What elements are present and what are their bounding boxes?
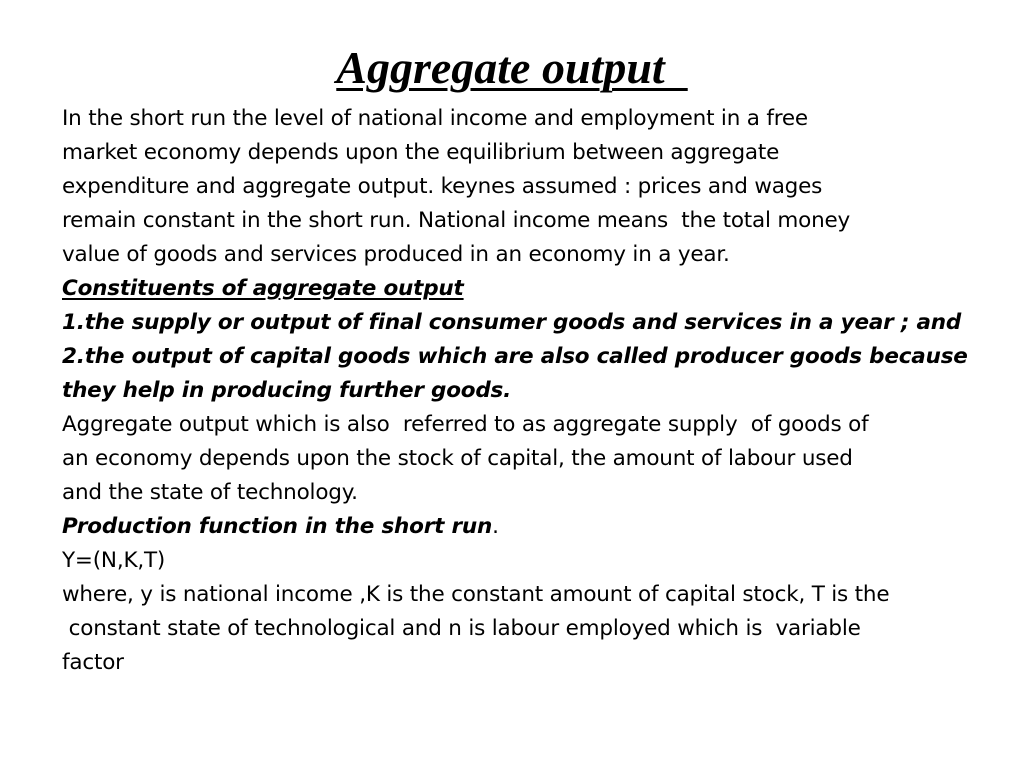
slide-title: Aggregate output <box>336 42 688 93</box>
paragraph-line: factor <box>62 650 124 675</box>
constituents-item: 1.the supply or output of final consumer goods and services in a year ; and <box>62 310 962 335</box>
production-heading-period: . <box>492 514 499 539</box>
production-heading: Production function in the short run <box>62 514 493 539</box>
paragraph-line: In the short run the level of national income and employment in a free <box>62 106 808 131</box>
paragraph-line: where, y is national income ,K is the constant amount of capital stock, T is the <box>62 582 890 607</box>
constituents-item: they help in producing further goods. <box>62 378 512 403</box>
constituents-heading: Constituents of aggregate output <box>62 276 464 301</box>
constituents-heading-line <box>62 272 1002 306</box>
paragraph-line: constant state of technological and n is labour employed which is variable <box>62 616 861 641</box>
production-heading-line <box>62 510 1002 544</box>
paragraph-line: value of goods and services produced in an economy in a year. <box>62 242 730 267</box>
formula: Y=(N,K,T) <box>62 548 166 573</box>
paragraph-line: expenditure and aggregate output. keynes assumed : prices and wages <box>62 174 823 199</box>
paragraph-line: market economy depends upon the equilibrium between aggregate <box>62 140 780 165</box>
paragraph-line: Aggregate output which is also referred to as aggregate supply of goods of <box>62 412 869 437</box>
constituents-item: 2.the output of capital goods which are also called producer goods because <box>62 344 968 369</box>
slide-body <box>62 102 1002 680</box>
paragraph-line: remain constant in the short run. National income means the total money <box>62 208 851 233</box>
paragraph-line: an economy depends upon the stock of capital, the amount of labour used <box>62 446 853 471</box>
paragraph-line: and the state of technology. <box>62 480 358 505</box>
